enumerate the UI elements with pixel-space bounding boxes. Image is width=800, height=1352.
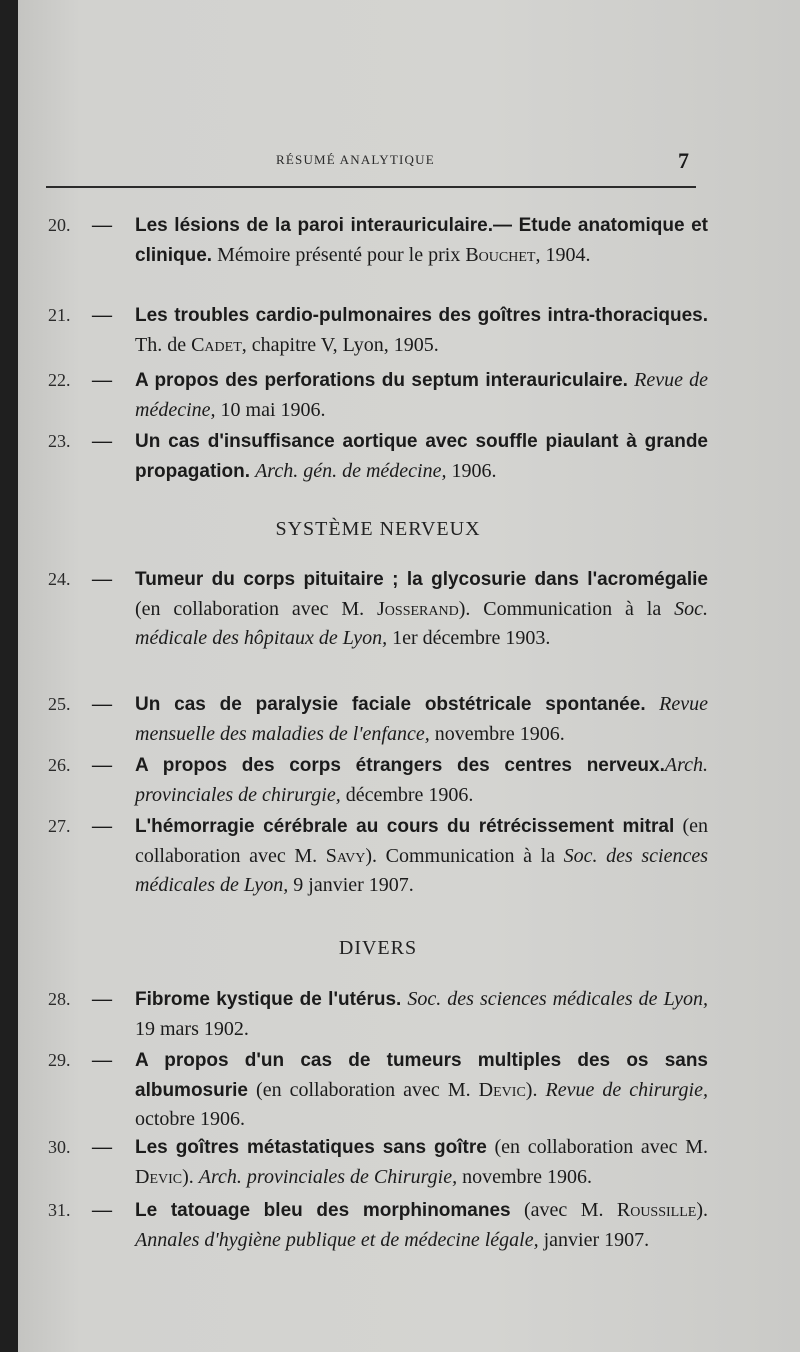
entry-date: janvier 1907. [538, 1228, 650, 1251]
entry-source: Soc. médicale des hôpitaux de Lyon, [135, 597, 708, 649]
entry-text [135, 1133, 708, 1192]
entry-31 [48, 1196, 708, 1255]
entry-title: Fibrome kystique de l'utérus. [135, 989, 402, 1010]
entry-source: Soc. des sciences médicales de Lyon, [407, 988, 709, 1010]
entry-note: (en collaboration avec M. [135, 815, 708, 867]
entry-title: Les goîtres métastatiques sans goître [135, 1137, 487, 1158]
section-heading-divers: DIVERS [338, 937, 418, 959]
entry-number: 25. [48, 694, 71, 714]
entry-note-2: ). Communication à la [458, 597, 675, 620]
entry-title: Un cas de paralysie faciale obstétricale spontanée. [135, 694, 646, 715]
entry-source: Arch. gén. de médecine, [255, 459, 447, 482]
entry-date: octobre 1906. [135, 1108, 245, 1130]
entry-source: Revue mensuelle des maladies de l'enfance, [135, 693, 709, 745]
book-page [18, 0, 800, 1352]
entry-dash: — [92, 304, 112, 326]
entry-title: Le tatouage bleu des morphinomanes [135, 1200, 511, 1221]
entry-dash: — [92, 1136, 112, 1158]
entry-note-2: ). [696, 1199, 708, 1221]
entry-date: 10 mai 1906. [215, 398, 326, 421]
entry-dash: — [92, 214, 112, 236]
entry-dash: — [92, 1049, 112, 1071]
entry-20 [48, 211, 708, 270]
entry-number: 21. [48, 305, 71, 325]
entry-28 [48, 985, 708, 1044]
entry-source: Annales d'hygiène publique et de médecine légale, [135, 1228, 539, 1251]
entry-25 [48, 690, 708, 749]
entry-dash: — [92, 988, 112, 1010]
entry-text [135, 427, 708, 486]
entry-dash: — [92, 369, 112, 391]
entry-number: 22. [48, 370, 71, 390]
entry-text [135, 985, 708, 1044]
entry-source: Arch. provinciales de Chirurgie, [198, 1165, 458, 1188]
author-name: Josserand [377, 597, 459, 620]
entry-text [135, 1196, 708, 1255]
entry-note: (en collaboration avec M. [135, 597, 378, 620]
entry-date: novembre 1906. [429, 722, 565, 745]
entry-dash: — [92, 815, 112, 837]
entry-date: décembre 1906. [340, 783, 474, 806]
entry-note-2: ). [182, 1165, 199, 1188]
entry-23 [48, 427, 708, 486]
entry-21 [48, 301, 708, 360]
entry-30 [48, 1133, 708, 1192]
entry-number: 20. [48, 215, 71, 235]
entry-title: Tumeur du corps pituitaire ; la glycosurie dans l'acromégalie [135, 569, 708, 590]
entry-note-2: ). Communication à la [365, 844, 564, 867]
entry-date: 9 janvier 1907. [288, 874, 414, 896]
entry-number: 26. [48, 755, 71, 775]
entry-dash: — [92, 430, 112, 452]
entry-text [135, 1046, 708, 1135]
entry-dash: — [92, 754, 112, 776]
entry-source: Revue de chirurgie, [545, 1078, 708, 1101]
entry-26 [48, 751, 708, 810]
entry-source: Revue de médecine, [135, 369, 709, 421]
entry-29 [48, 1046, 708, 1135]
entry-date: novembre 1906. [457, 1165, 593, 1188]
entry-note: (en collaboration avec M. [486, 1136, 708, 1158]
entry-text [135, 301, 708, 360]
author-name: Devic [135, 1165, 183, 1188]
entry-note: (avec M. [510, 1199, 617, 1221]
entry-27 [48, 812, 708, 901]
entry-title: Les troubles cardio-pulmonaires des goîtres intra-thoraciques. [135, 305, 708, 326]
entry-date: 19 mars 1902. [135, 1017, 249, 1040]
entry-number: 30. [48, 1137, 71, 1157]
entry-text [135, 366, 708, 425]
entry-title: Un cas d'insuffisance aortique avec souffle piaulant à grande propagation. [135, 431, 708, 482]
author-name: Roussille [616, 1199, 697, 1221]
entry-text [135, 751, 708, 810]
page-header [18, 148, 800, 178]
entry-note: Mémoire présenté pour le prix [212, 243, 466, 266]
entry-text [135, 211, 708, 270]
entry-date: 1906. [446, 459, 497, 482]
entry-24 [48, 565, 708, 654]
entry-title: A propos d'un cas de tumeurs multiples des os sans albumosurie [135, 1050, 708, 1101]
author-name: Savy [325, 844, 366, 867]
author-name: Cadet [191, 333, 242, 356]
entry-title: A propos des perforations du septum interauriculaire. [135, 370, 628, 391]
entry-note: (en collaboration avec M. [247, 1078, 479, 1101]
entry-note: Th. de [135, 333, 192, 356]
entry-source: Soc. des sciences médicales de Lyon, [135, 844, 709, 896]
entry-number: 27. [48, 816, 71, 836]
entry-number: 23. [48, 431, 71, 451]
entry-text [135, 565, 708, 654]
entry-title: A propos des corps étrangers des centres nerveux. [135, 755, 665, 776]
entry-dash: — [92, 1199, 112, 1221]
author-name: Devic [478, 1078, 526, 1101]
entry-number: 29. [48, 1050, 71, 1070]
entry-number: 31. [48, 1200, 71, 1220]
entry-title: Les lésions de la paroi interauriculaire.— Etude anatomique et clinique. [135, 215, 708, 266]
entry-number: 28. [48, 989, 71, 1009]
section-heading-nerveux: SYSTÈME NERVEUX [275, 518, 481, 540]
running-title: RÉSUMÉ ANALYTIQUE [276, 152, 435, 167]
entry-source: Arch. provinciales de chirurgie, [135, 754, 708, 806]
entry-note-2: ). [525, 1078, 546, 1101]
page-number: 7 [678, 148, 689, 173]
entry-22 [48, 366, 708, 425]
author-name: Bouchet [465, 243, 536, 266]
entry-date: 1er décembre 1903. [387, 627, 551, 649]
entry-text [135, 690, 708, 749]
entry-dash: — [92, 568, 112, 590]
entry-title: L'hémorragie cérébrale au cours du rétrécissement mitral [135, 816, 675, 837]
entry-text [135, 812, 708, 901]
entry-number: 24. [48, 569, 71, 589]
entry-date: , 1904. [535, 243, 591, 266]
entry-dash: — [92, 693, 112, 715]
header-rule [46, 186, 696, 188]
entry-date: , chapitre V, Lyon, 1905. [241, 333, 439, 356]
